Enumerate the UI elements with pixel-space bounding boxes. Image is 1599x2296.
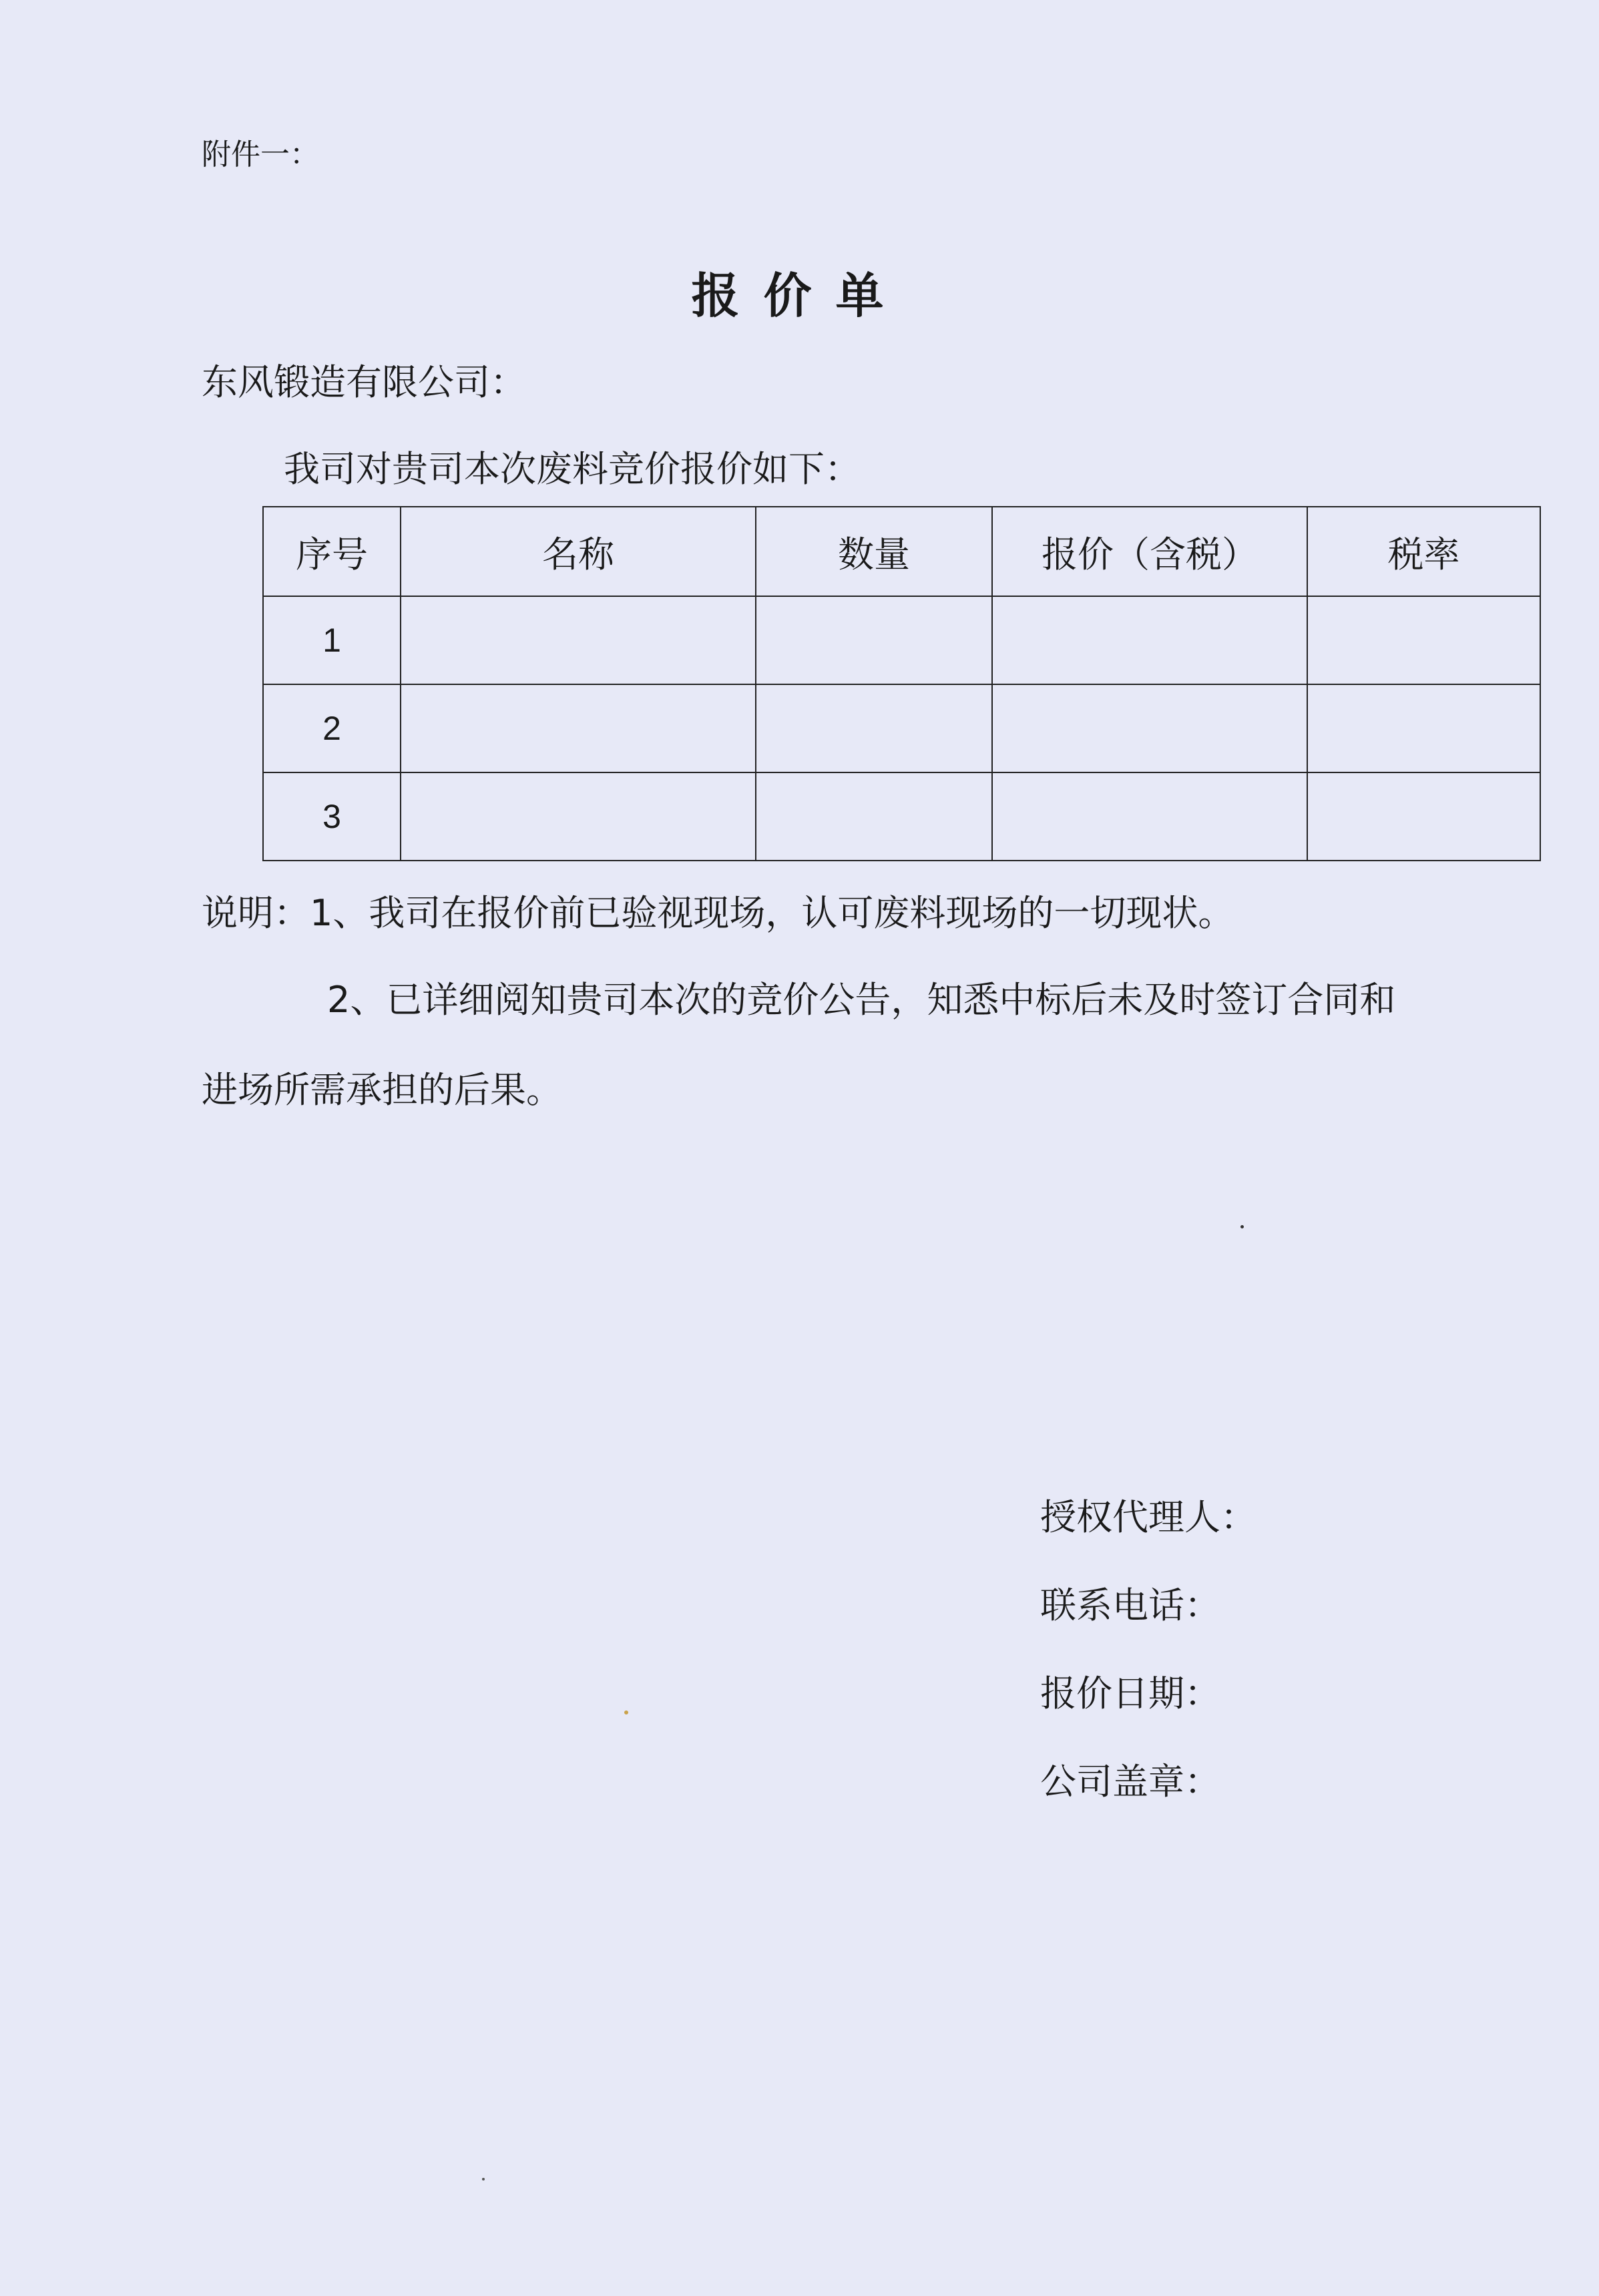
- note-item-2-line-1: 2、已详细阅知贵司本次的竞价公告，知悉中标后未及时签订合同和: [327, 979, 1396, 1021]
- cell-price[interactable]: [992, 596, 1307, 684]
- header-tax-rate: 税率: [1307, 507, 1540, 596]
- cell-tax-rate[interactable]: [1307, 596, 1540, 684]
- authorized-agent-label: 授权代理人：: [1040, 1496, 1257, 1538]
- scan-speck: [482, 2178, 485, 2180]
- attachment-label: 附件一：: [202, 138, 319, 172]
- scan-speck: [1240, 1225, 1244, 1228]
- document-title: 报价单: [691, 268, 908, 324]
- table-row: [263, 772, 1540, 861]
- contact-phone-label: 联系电话：: [1040, 1584, 1220, 1626]
- note-item-1: [202, 885, 1234, 936]
- cell-quantity[interactable]: [756, 596, 992, 684]
- quote-date-label: 报价日期：: [1040, 1672, 1220, 1714]
- header-name: 名称: [401, 507, 756, 596]
- note-prefix: 说明：: [202, 892, 310, 934]
- header-price: 报价（含税）: [992, 507, 1307, 596]
- cell-tax-rate[interactable]: [1307, 684, 1540, 772]
- cell-name[interactable]: [401, 772, 756, 861]
- cell-name[interactable]: [401, 684, 756, 772]
- cell-quantity[interactable]: [756, 684, 992, 772]
- cell-serial: 2: [263, 684, 401, 772]
- scan-speck: [624, 1710, 628, 1714]
- table-row: [263, 596, 1540, 684]
- header-serial: 序号: [263, 507, 401, 596]
- table-row: [263, 684, 1540, 772]
- cell-quantity[interactable]: [756, 772, 992, 861]
- company-seal-label: 公司盖章：: [1040, 1761, 1220, 1803]
- cell-tax-rate[interactable]: [1307, 772, 1540, 861]
- intro-paragraph: 我司对贵司本次废料竞价报价如下：: [284, 448, 861, 490]
- quote-table: [262, 506, 1541, 861]
- table-header-row: [263, 507, 1540, 596]
- cell-price[interactable]: [992, 684, 1307, 772]
- cell-serial: 3: [263, 772, 401, 861]
- note-item-1-text: 1、我司在报价前已验视现场，认可废料现场的一切现状。: [310, 892, 1234, 934]
- cell-price[interactable]: [992, 772, 1307, 861]
- cell-name[interactable]: [401, 596, 756, 684]
- addressee: 东风锻造有限公司：: [202, 361, 526, 403]
- note-item-2-line-2: 进场所需承担的后果。: [202, 1069, 562, 1111]
- cell-serial: 1: [263, 596, 401, 684]
- header-quantity: 数量: [756, 507, 992, 596]
